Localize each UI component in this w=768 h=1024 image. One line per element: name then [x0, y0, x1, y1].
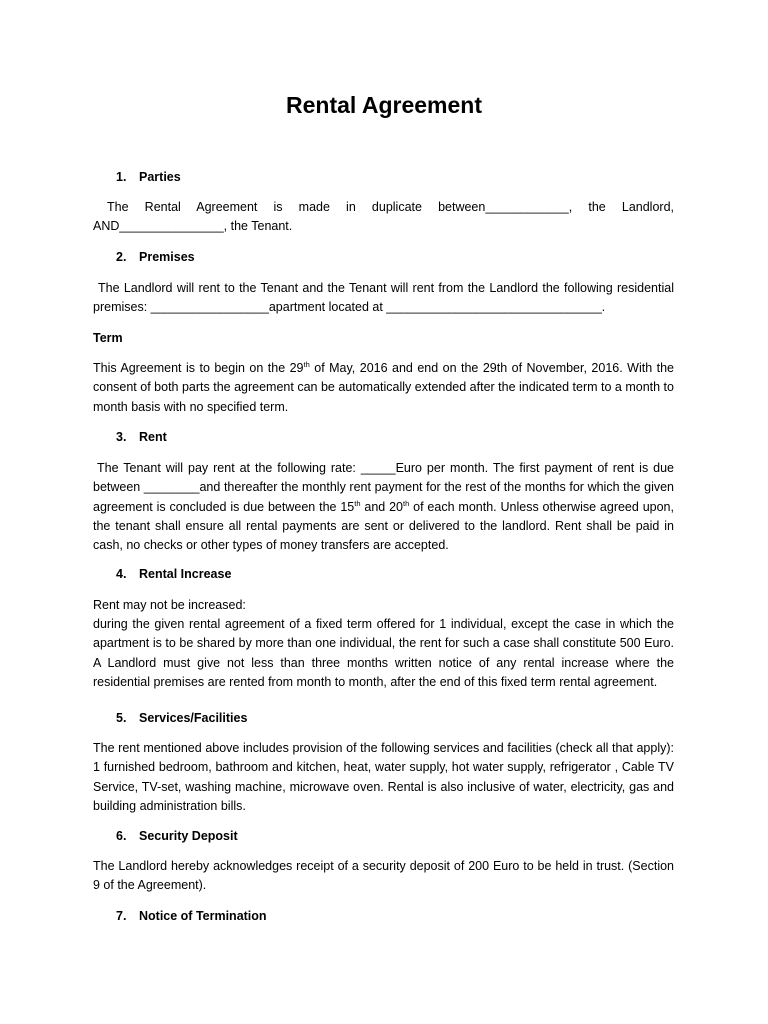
parties-paragraph: The Rental Agreement is made in duplicate between____________, the Landlord, AND_______________, the Tenant.	[93, 200, 674, 234]
premises-paragraph: The Landlord will rent to the Tenant and the Tenant will rent from the Landlord the following residential premises: _________________apartment located at _______________________________.	[93, 281, 674, 315]
term-paragraph	[93, 359, 674, 417]
section-heading-security-deposit	[116, 828, 238, 844]
rental-increase-paragraph: during the given rental agreement of a fixed term offered for 1 individual, except the case in which the apartment is to be shared by more than one individual, the rent for such a case shall constitute 500 Euro. A Landlord must give not less than three months written notice of any rental increase where the residential premises are rented from month to month, after the end of this fixed term rental agreement.	[93, 617, 674, 689]
security-deposit-paragraph: The Landlord hereby acknowledges receipt of a security deposit of 200 Euro to be held in trust. (Section 9 of the Agreement).	[93, 859, 674, 893]
rent-text: The Tenant will pay rent at the following rate: _____Euro per month. The first payment of rent is due between ________and thereafter the monthly rent payment for the rest of the months for which the given agreement is concluded is due between the 15	[93, 461, 674, 514]
section-heading-rental-increase	[116, 566, 231, 582]
section-number: 7.	[116, 909, 127, 923]
section-title: Notice of Termination	[139, 909, 267, 923]
section-title: Parties	[139, 170, 181, 184]
section-heading-notice-of-termination	[116, 908, 267, 924]
section-number: 1.	[116, 170, 127, 184]
section-heading-term: Term	[93, 331, 123, 345]
document-title: Rental Agreement	[286, 92, 482, 118]
section-title: Security Deposit	[139, 829, 238, 843]
section-number: 6.	[116, 829, 127, 843]
ordinal-suffix: th	[354, 498, 361, 508]
rent-text: and 20	[360, 499, 404, 514]
term-text: of May, 2016 and end on the 29th of November, 2016. With the consent of both parts the agreement can be automatically extended after the indicated term to a month to month basis with no specified term.	[93, 361, 674, 414]
section-number: 2.	[116, 250, 127, 264]
ordinal-suffix: th	[303, 359, 310, 369]
section-title: Premises	[139, 250, 195, 264]
term-text: This Agreement is to begin on the 29	[93, 361, 304, 375]
rent-text: of each month. Unless otherwise agreed upon, the tenant shall ensure all rental payments are sent or delivered to the landlord. Rent shall be paid in cash, no checks or other types of money transfers are accepted.	[93, 499, 674, 553]
section-heading-rent	[116, 429, 167, 445]
section-heading-services	[116, 710, 247, 726]
rental-increase-intro: Rent may not be increased:	[93, 598, 246, 612]
section-title: Rent	[139, 430, 167, 444]
section-number: 5.	[116, 711, 127, 725]
rent-paragraph	[93, 459, 674, 555]
section-heading-premises	[116, 249, 195, 265]
section-title: Rental Increase	[139, 567, 232, 581]
services-paragraph: The rent mentioned above includes provision of the following services and facilities (check all that apply): 1 furnished bedroom, bathroom and kitchen, heat, water supply, hot water supply, refrigerator , Cable TV Service, TV-set, washing machine, microwave oven. Rental is also inclusive of water, electricity, gas and building administration bills.	[93, 741, 674, 813]
section-number: 4.	[116, 567, 127, 581]
section-number: 3.	[116, 430, 127, 444]
ordinal-suffix: th	[403, 498, 410, 508]
section-heading-parties	[116, 169, 181, 185]
section-title: Services/Facilities	[139, 711, 248, 725]
